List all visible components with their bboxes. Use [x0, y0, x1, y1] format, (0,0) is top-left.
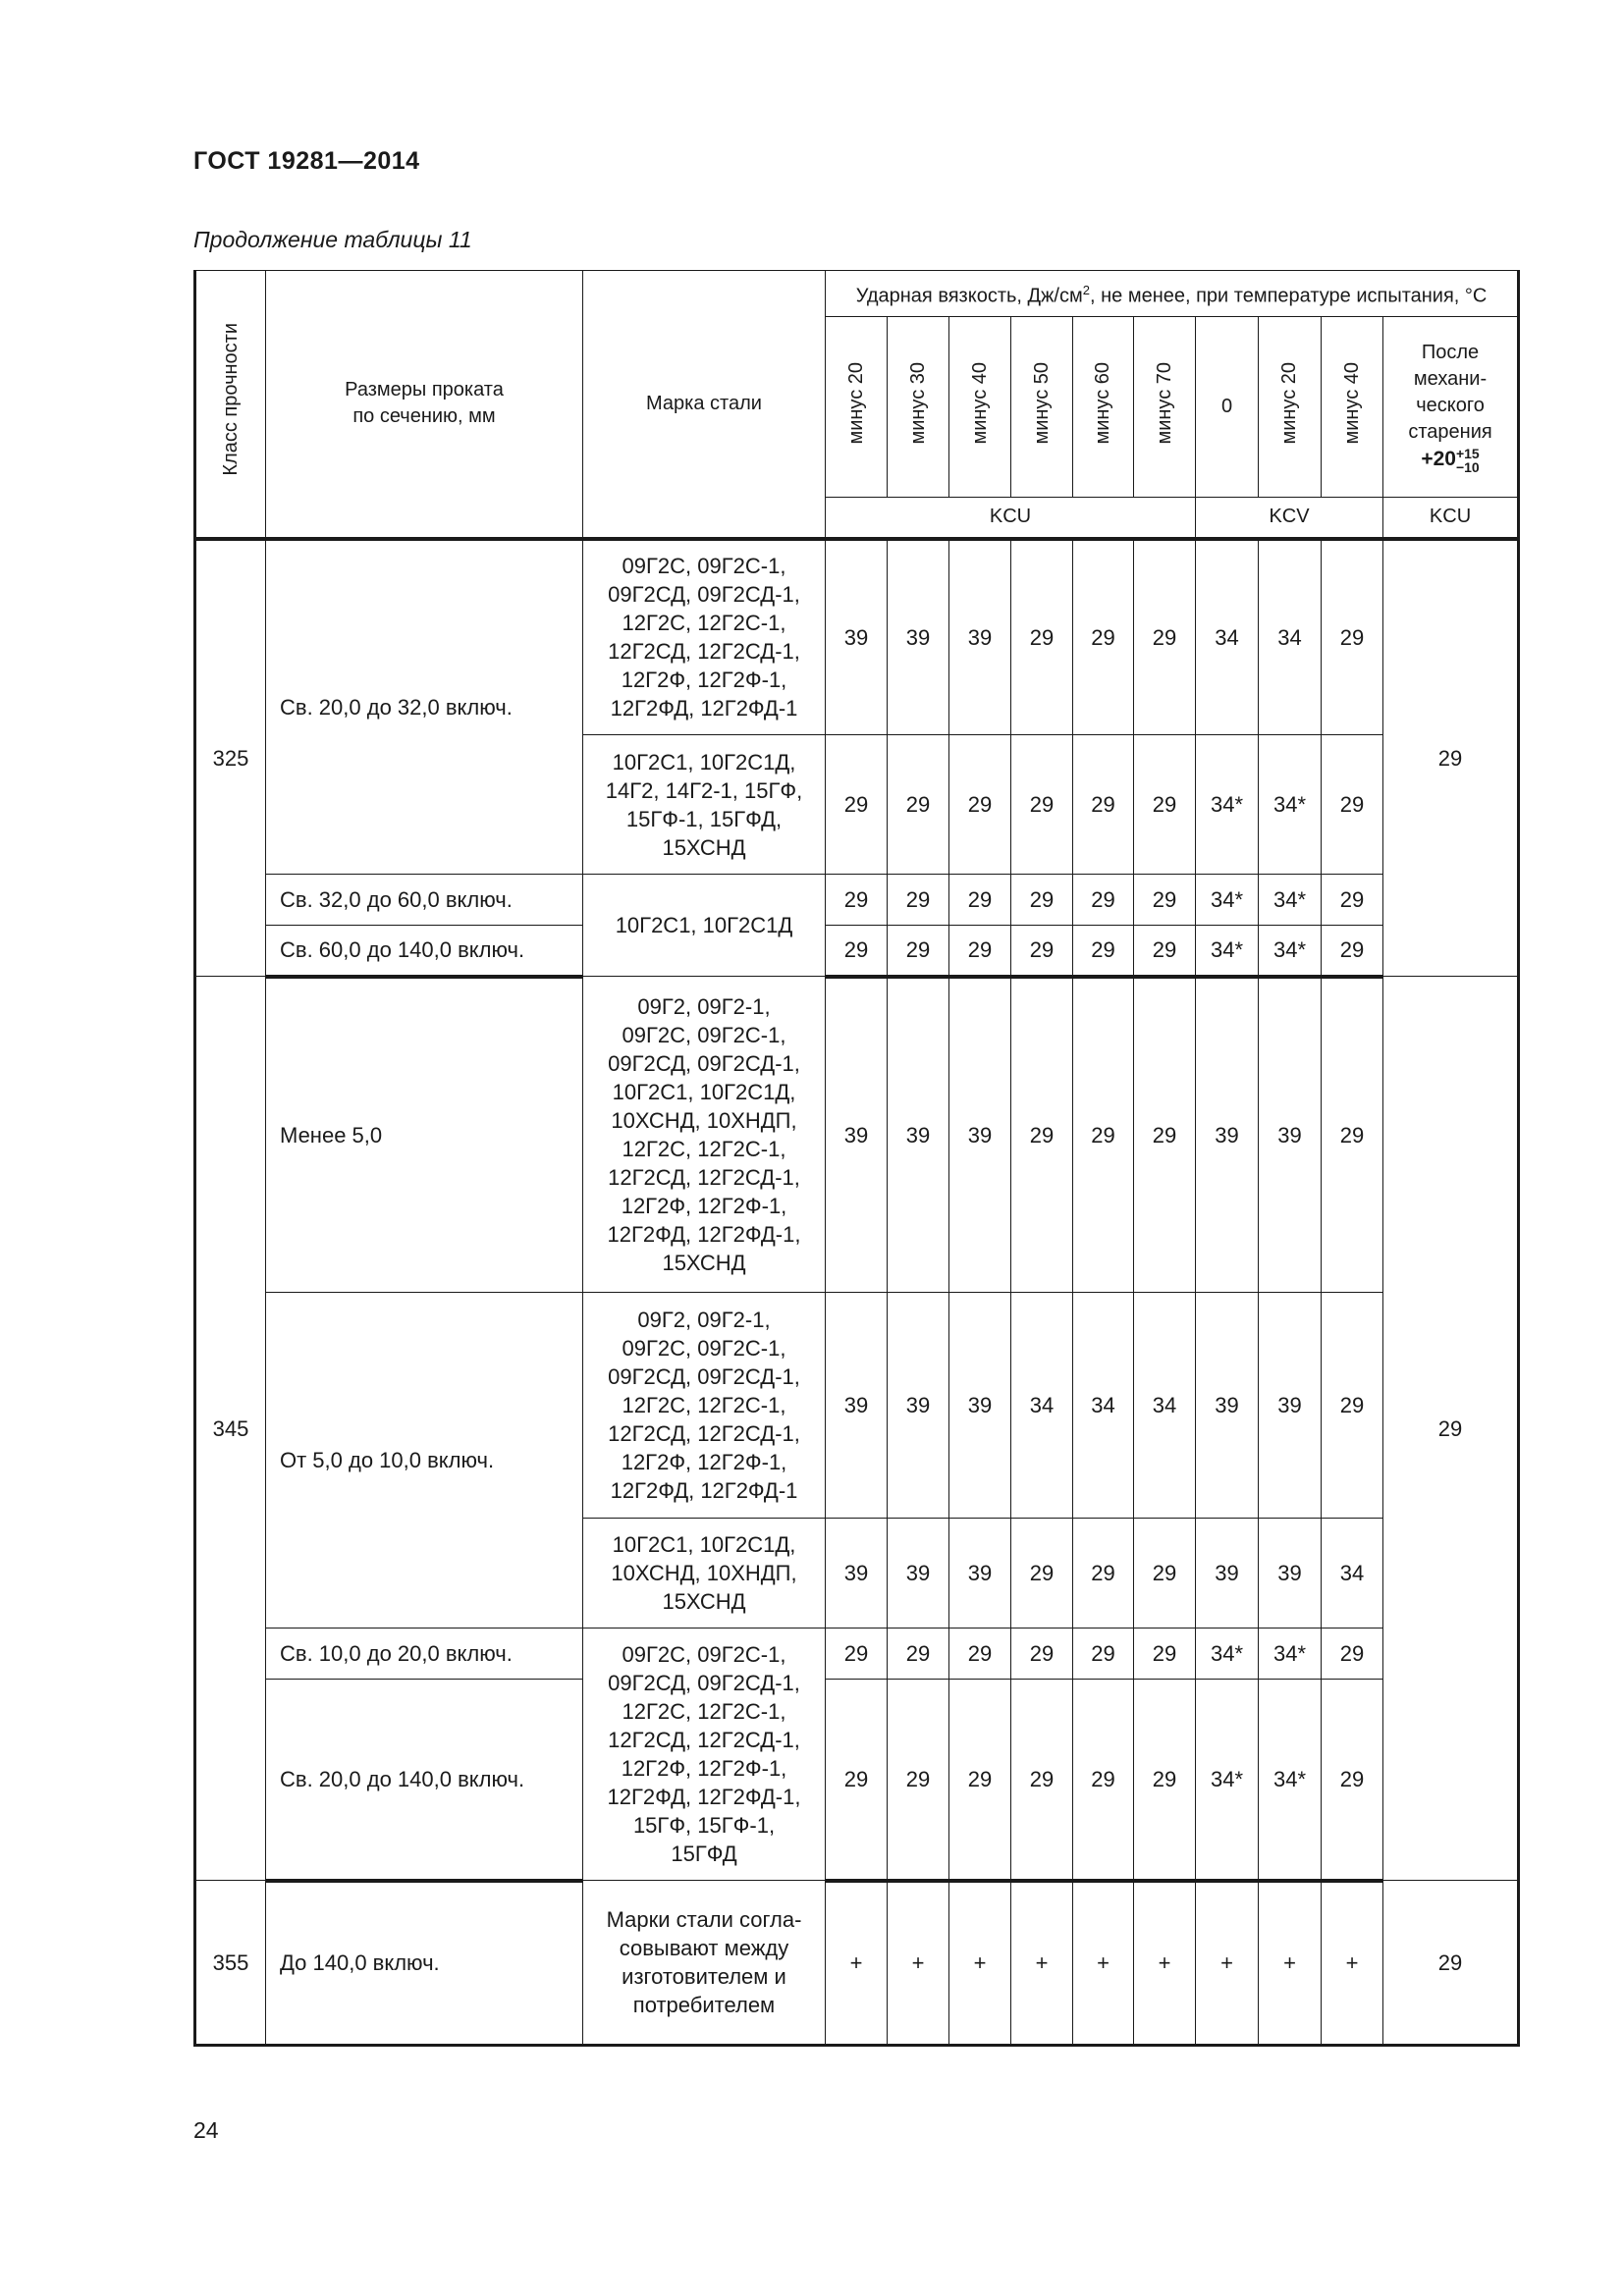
value-cell: 29 — [1134, 875, 1196, 926]
document-title: ГОСТ 19281—2014 — [193, 147, 420, 175]
value-cell: 39 — [949, 539, 1011, 735]
steel-grade-cell: 09Г2С, 09Г2С-1, 09Г2СД, 09Г2СД-1, 12Г2С, 12Г2С-1, 12Г2СД, 12Г2СД-1, 12Г2Ф, 12Г2Ф-1, 12Г2ФД, 12Г2ФД-1, 15ГФ, 15ГФ-1, 15ГФД — [583, 1629, 826, 1881]
value-cell: 39 — [826, 539, 888, 735]
value-cell: 29 — [1011, 1629, 1073, 1680]
page-number: 24 — [193, 2117, 219, 2143]
value-cell: 34* — [1196, 926, 1259, 977]
value-cell: + — [949, 1881, 1011, 2046]
value-cell: 39 — [949, 1293, 1011, 1519]
value-cell: + — [1011, 1881, 1073, 2046]
value-cell: 29 — [949, 875, 1011, 926]
table-row — [195, 1881, 1519, 2046]
value-cell: 29 — [826, 1680, 888, 1881]
value-cell: + — [826, 1881, 888, 2046]
strength-class-cell: 355 — [195, 1881, 266, 2046]
value-cell: 29 — [1073, 926, 1134, 977]
value-cell: 29 — [826, 1629, 888, 1680]
value-cell: 29 — [1011, 539, 1073, 735]
value-cell: 39 — [1196, 1293, 1259, 1519]
value-cell: 29 — [949, 1629, 1011, 1680]
value-cell: 39 — [888, 977, 949, 1293]
temp-kcu-minus-20: минус 20 — [826, 317, 888, 498]
value-cell: 29 — [1322, 977, 1383, 1293]
value-cell: 29 — [826, 875, 888, 926]
value-cell: 29 — [826, 735, 888, 875]
temp-kcu-minus-30: минус 30 — [888, 317, 949, 498]
value-cell: 39 — [888, 539, 949, 735]
size-cell: От 5,0 до 10,0 включ. — [266, 1293, 583, 1629]
value-cell: 29 — [1134, 1519, 1196, 1629]
value-cell: + — [1322, 1881, 1383, 2046]
value-cell: 34 — [1134, 1293, 1196, 1519]
value-cell: 34* — [1196, 1680, 1259, 1881]
table-row — [195, 1293, 1519, 1519]
value-cell: 34* — [1259, 1680, 1322, 1881]
value-cell: 34* — [1259, 735, 1322, 875]
value-cell: 29 — [949, 926, 1011, 977]
value-cell: 29 — [1134, 926, 1196, 977]
value-cell: 34 — [1322, 1519, 1383, 1629]
value-cell: 39 — [1196, 977, 1259, 1293]
value-cell: 39 — [888, 1293, 949, 1519]
value-cell: 29 — [1011, 1680, 1073, 1881]
value-cell: 29 — [1322, 1293, 1383, 1519]
value-cell: 29 — [1011, 875, 1073, 926]
temp-kcu-minus-70: минус 70 — [1134, 317, 1196, 498]
value-cell: + — [888, 1881, 949, 2046]
size-cell: Св. 10,0 до 20,0 включ. — [266, 1629, 583, 1680]
value-cell: 39 — [1259, 1519, 1322, 1629]
value-cell: 29 — [949, 1680, 1011, 1881]
value-cell: 39 — [949, 977, 1011, 1293]
steel-grade-cell: 09Г2С, 09Г2С-1, 09Г2СД, 09Г2СД-1, 12Г2С, 12Г2С-1, 12Г2СД, 12Г2СД-1, 12Г2Ф, 12Г2Ф-1, 12Г2ФД, 12Г2ФД-1 — [583, 539, 826, 735]
label-kcv: KCV — [1196, 498, 1383, 539]
value-cell: 29 — [1073, 977, 1134, 1293]
steel-grade-cell: 09Г2, 09Г2-1, 09Г2С, 09Г2С-1, 09Г2СД, 09Г2СД-1, 10Г2С1, 10Г2С1Д, 10ХСНД, 10ХНДП, 12Г2С, 12Г2С-1, 12Г2СД, 12Г2СД-1, 12Г2Ф, 12Г2Ф-1, 12Г2ФД, 12Г2ФД-1, 15ХСНД — [583, 977, 826, 1293]
size-cell: Св. 60,0 до 140,0 включ. — [266, 926, 583, 977]
value-cell: 29 — [1322, 1629, 1383, 1680]
value-cell: 39 — [826, 977, 888, 1293]
temp-kcu-minus-40: минус 40 — [949, 317, 1011, 498]
size-cell: До 140,0 включ. — [266, 1881, 583, 2046]
value-cell: 29 — [1322, 735, 1383, 875]
aging-value-cell: 29 — [1383, 539, 1519, 977]
value-cell: 29 — [1322, 539, 1383, 735]
value-cell: 34* — [1196, 735, 1259, 875]
temp-kcv-minus-20: минус 20 — [1259, 317, 1322, 498]
table-row — [195, 1629, 1519, 1680]
value-cell: 29 — [1073, 735, 1134, 875]
size-cell: Св. 32,0 до 60,0 включ. — [266, 875, 583, 926]
value-cell: 39 — [1259, 977, 1322, 1293]
value-cell: + — [1196, 1881, 1259, 2046]
steel-grade-cell: Марки стали согла- совывают между изготовителем и потребителем — [583, 1881, 826, 2046]
value-cell: 29 — [888, 926, 949, 977]
steel-grade-cell: 10Г2С1, 10Г2С1Д — [583, 875, 826, 977]
value-cell: + — [1259, 1881, 1322, 2046]
value-cell: 39 — [1196, 1519, 1259, 1629]
value-cell: 39 — [826, 1293, 888, 1519]
value-cell: 29 — [1073, 1680, 1134, 1881]
header-aging: После механи- ческого старения +20 +15 −10 — [1383, 317, 1519, 498]
value-cell: 29 — [1134, 1629, 1196, 1680]
steel-grade-cell: 10Г2С1, 10Г2С1Д, 14Г2, 14Г2-1, 15ГФ, 15ГФ-1, 15ГФД, 15ХСНД — [583, 735, 826, 875]
table-row — [195, 1680, 1519, 1881]
table-row — [195, 539, 1519, 735]
strength-class-cell: 345 — [195, 977, 266, 1881]
label-kcu-aging: KCU — [1383, 498, 1519, 539]
value-cell: 29 — [1322, 1680, 1383, 1881]
size-cell: Менее 5,0 — [266, 977, 583, 1293]
value-cell: 29 — [1073, 1629, 1134, 1680]
value-cell: 29 — [1011, 1519, 1073, 1629]
value-cell: + — [1073, 1881, 1134, 2046]
value-cell: 34* — [1196, 875, 1259, 926]
value-cell: 29 — [888, 735, 949, 875]
value-cell: 39 — [949, 1519, 1011, 1629]
table-row — [195, 875, 1519, 926]
label-kcu: KCU — [826, 498, 1196, 539]
value-cell: 29 — [1134, 977, 1196, 1293]
value-cell: 34 — [1259, 539, 1322, 735]
header-impact-toughness: Ударная вязкость, $Дж/см^2$, не менее, при температуре испытания, °С — [826, 271, 1519, 317]
value-cell: 29 — [888, 1629, 949, 1680]
value-cell: 34* — [1196, 1629, 1259, 1680]
value-cell: 29 — [1322, 926, 1383, 977]
value-cell: 29 — [888, 875, 949, 926]
value-cell: 29 — [1073, 539, 1134, 735]
value-cell: 29 — [1134, 539, 1196, 735]
temp-kcv-zero: 0 — [1196, 317, 1259, 498]
temp-kcu-minus-60: минус 60 — [1073, 317, 1134, 498]
impact-toughness-table — [193, 270, 1520, 2047]
value-cell: 39 — [826, 1519, 888, 1629]
value-cell: 39 — [1259, 1293, 1322, 1519]
value-cell: 34* — [1259, 926, 1322, 977]
value-cell: 29 — [888, 1680, 949, 1881]
value-cell: 29 — [1073, 875, 1134, 926]
header-strength-class: Класс прочности — [195, 271, 266, 539]
header-steel-grade: Марка стали — [583, 271, 826, 539]
value-cell: 29 — [1134, 735, 1196, 875]
value-cell: 29 — [1134, 1680, 1196, 1881]
aging-value-cell: 29 — [1383, 977, 1519, 1881]
value-cell: 29 — [1073, 1519, 1134, 1629]
size-cell: Св. 20,0 до 140,0 включ. — [266, 1680, 583, 1881]
value-cell: 29 — [826, 926, 888, 977]
aging-value-cell: 29 — [1383, 1881, 1519, 2046]
strength-class-cell: 325 — [195, 539, 266, 977]
size-cell: Св. 20,0 до 32,0 включ. — [266, 539, 583, 875]
steel-grade-cell: 09Г2, 09Г2-1, 09Г2С, 09Г2С-1, 09Г2СД, 09Г2СД-1, 12Г2С, 12Г2С-1, 12Г2СД, 12Г2СД-1, 12Г2Ф, 12Г2Ф-1, 12Г2ФД, 12Г2ФД-1 — [583, 1293, 826, 1519]
value-cell: 34 — [1011, 1293, 1073, 1519]
value-cell: 34* — [1259, 875, 1322, 926]
table-row — [195, 926, 1519, 977]
table-caption: Продолжение таблицы 11 — [193, 227, 472, 252]
header-sizes: Размеры проката по сечению, мм — [266, 271, 583, 539]
value-cell: 29 — [949, 735, 1011, 875]
steel-grade-cell: 10Г2С1, 10Г2С1Д, 10ХСНД, 10ХНДП, 15ХСНД — [583, 1519, 826, 1629]
value-cell: 29 — [1322, 875, 1383, 926]
value-cell: 29 — [1011, 735, 1073, 875]
value-cell: 34* — [1259, 1629, 1322, 1680]
value-cell: 29 — [1011, 926, 1073, 977]
table-row — [195, 977, 1519, 1293]
temp-kcu-minus-50: минус 50 — [1011, 317, 1073, 498]
value-cell: + — [1134, 1881, 1196, 2046]
value-cell: 39 — [888, 1519, 949, 1629]
value-cell: 34 — [1196, 539, 1259, 735]
value-cell: 29 — [1011, 977, 1073, 1293]
value-cell: 34 — [1073, 1293, 1134, 1519]
temp-kcv-minus-40: минус 40 — [1322, 317, 1383, 498]
